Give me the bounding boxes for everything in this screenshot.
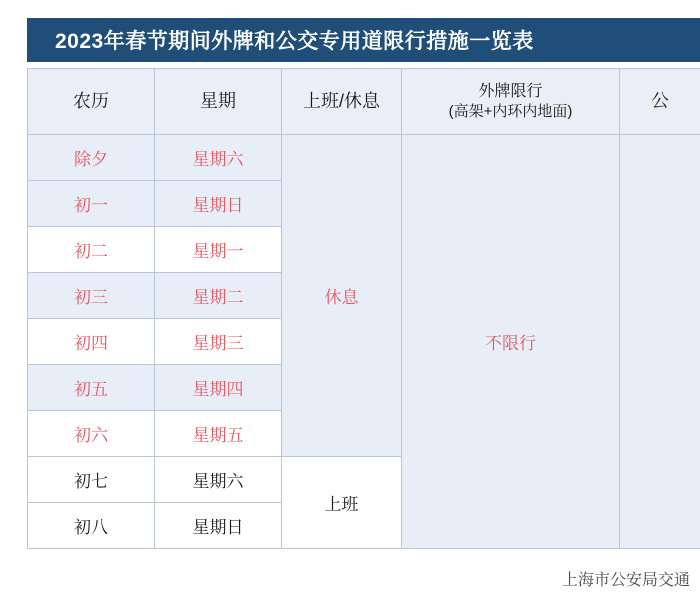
header-work-rest: 上班/休息 [282, 69, 402, 135]
page-title: 2023年春节期间外牌和公交专用道限行措施一览表 [55, 30, 534, 53]
table-header-row [28, 69, 700, 135]
cell-lunar: 除夕 [28, 135, 155, 181]
cell-bus-lane-merged [620, 135, 700, 549]
cell-weekday: 星期三 [155, 319, 282, 365]
header-bus-lane: 公 [620, 69, 700, 135]
cell-weekday: 星期日 [155, 181, 282, 227]
cell-lunar: 初八 [28, 503, 155, 549]
table-title-bar [27, 18, 700, 62]
table-row [28, 135, 700, 181]
cell-lunar: 初七 [28, 457, 155, 503]
cell-work-rest-merged-work: 上班 [282, 457, 402, 549]
cell-weekday: 星期日 [155, 503, 282, 549]
cell-lunar: 初一 [28, 181, 155, 227]
cell-weekday: 星期一 [155, 227, 282, 273]
header-lunar: 农历 [28, 69, 155, 135]
cell-lunar: 初六 [28, 411, 155, 457]
cell-weekday: 星期六 [155, 135, 282, 181]
cell-lunar: 初五 [28, 365, 155, 411]
cell-weekday: 星期二 [155, 273, 282, 319]
cell-foreign-plate-merged: 不限行 [402, 135, 620, 549]
restriction-table-wrap [27, 68, 700, 549]
source-footer: 上海市公安局交通 [561, 572, 690, 589]
cell-work-rest-merged-rest: 休息 [282, 135, 402, 457]
cell-weekday: 星期四 [155, 365, 282, 411]
cell-lunar: 初二 [28, 227, 155, 273]
restriction-table [27, 68, 700, 549]
header-foreign-plate [402, 69, 620, 135]
cell-weekday: 星期五 [155, 411, 282, 457]
cell-lunar: 初四 [28, 319, 155, 365]
cell-weekday: 星期六 [155, 457, 282, 503]
header-foreign-plate-sub: (高架+内环内地面) [448, 103, 573, 121]
cell-lunar: 初三 [28, 273, 155, 319]
header-foreign-plate-main: 外牌限行 [478, 82, 543, 100]
header-weekday: 星期 [155, 69, 282, 135]
